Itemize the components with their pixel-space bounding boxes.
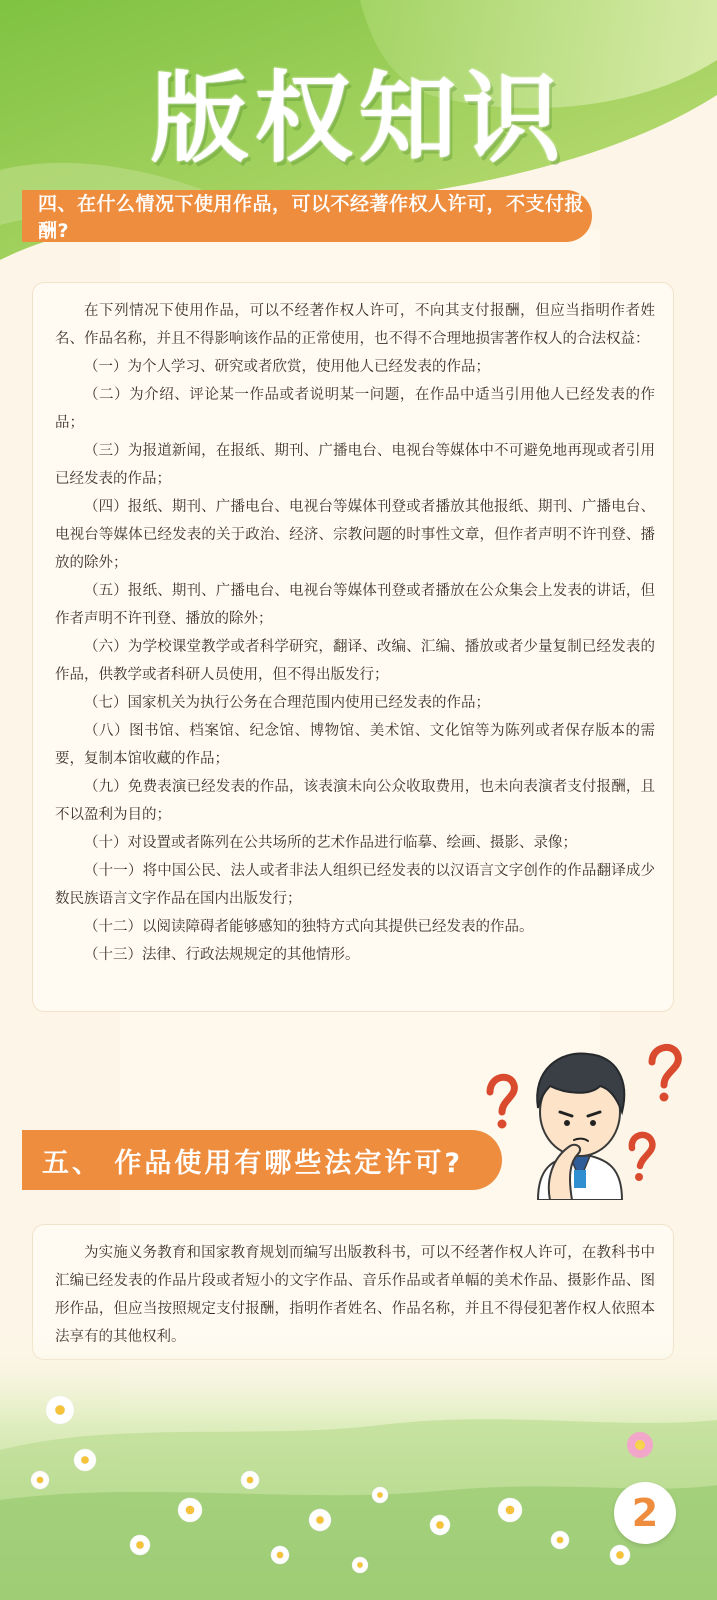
section-5-heading: 五、 作品使用有哪些法定许可?: [22, 1130, 502, 1190]
thinking-boy-icon: [480, 1030, 700, 1200]
section-4-intro: 在下列情况下使用作品，可以不经著作权人许可，不向其支付报酬，但应当指明作者姓名、作品名称，并且不得影响该作品的正常使用，也不得不合理地损害著作权人的合法权益：: [55, 303, 655, 347]
list-item: （九）免费表演已经发表的作品，该表演未向公众收取费用，也未向表演者支付报酬，且不以盈利为目的；: [55, 779, 655, 823]
list-item: （四）报纸、期刊、广播电台、电视台等媒体刊登或者播放其他报纸、期刊、广播电台、电视台等媒体已经发表的关于政治、经济、宗教问题的时事性文章，但作者声明不许刊登、播放的除外；: [55, 499, 655, 571]
list-item: （一）为个人学习、研究或者欣赏，使用他人已经发表的作品；: [84, 359, 490, 375]
list-item: （二）为介绍、评论某一作品或者说明某一问题，在作品中适当引用他人已经发表的作品；: [55, 387, 655, 431]
list-item: （七）国家机关为执行公务在合理范围内使用已经发表的作品；: [84, 695, 490, 711]
list-item: （六）为学校课堂教学或者科学研究，翻译、改编、汇编、播放或者少量复制已经发表的作品，供教学或者科研人员使用，但不得出版发行；: [55, 639, 655, 683]
list-item: （三）为报道新闻，在报纸、期刊、广播电台、电视台等媒体中不可避免地再现或者引用已经发表的作品；: [55, 443, 655, 487]
list-item: （十二）以阅读障碍者能够感知的独特方式向其提供已经发表的作品。: [84, 919, 534, 935]
section-4-heading: 四、在什么情况下使用作品，可以不经著作权人许可，不支付报酬?: [22, 190, 592, 242]
question-mark-icon: [652, 1047, 678, 1101]
list-item: （八）图书馆、档案馆、纪念馆、博物馆、美术馆、文化馆等为陈列或者保存版本的需要，复制本馆收藏的作品；: [55, 723, 655, 767]
question-mark-icon: [490, 1077, 514, 1128]
page-number-badge: 2: [614, 1482, 676, 1544]
list-item: （五）报纸、期刊、广播电台、电视台等媒体刊登或者播放在公众集会上发表的讲话，但作者声明不许刊登、播放的除外；: [55, 583, 655, 627]
section-5-body: 为实施义务教育和国家教育规划而编写出版教科书，可以不经著作权人许可，在教科书中汇编已经发表的作品片段或者短小的文字作品、音乐作品或者单幅的美术作品、摄影作品、图形作品，但应当按照规定支付报酬，指明作者姓名、作品名称，并且不得侵犯著作权人依照本: [55, 1245, 655, 1317]
question-mark-icon: [632, 1135, 653, 1181]
list-item: （十）对设置或者陈列在公共场所的艺术作品进行临摹、绘画、摄影、录像；: [84, 835, 577, 851]
list-item: （十三）法律、行政法规规定的其他情形。: [84, 947, 360, 963]
pink-flower-icon: [627, 1432, 653, 1458]
poster-title: 版权知识: [150, 62, 567, 176]
flower-meadow: [0, 1330, 717, 1600]
list-item: （十一）将中国公民、法人或者非法人组织已经发表的以汉语言文字创作的作品翻译成少数民族语言文字作品在国内出版发行；: [55, 863, 655, 907]
section-4-card: [32, 282, 674, 1012]
